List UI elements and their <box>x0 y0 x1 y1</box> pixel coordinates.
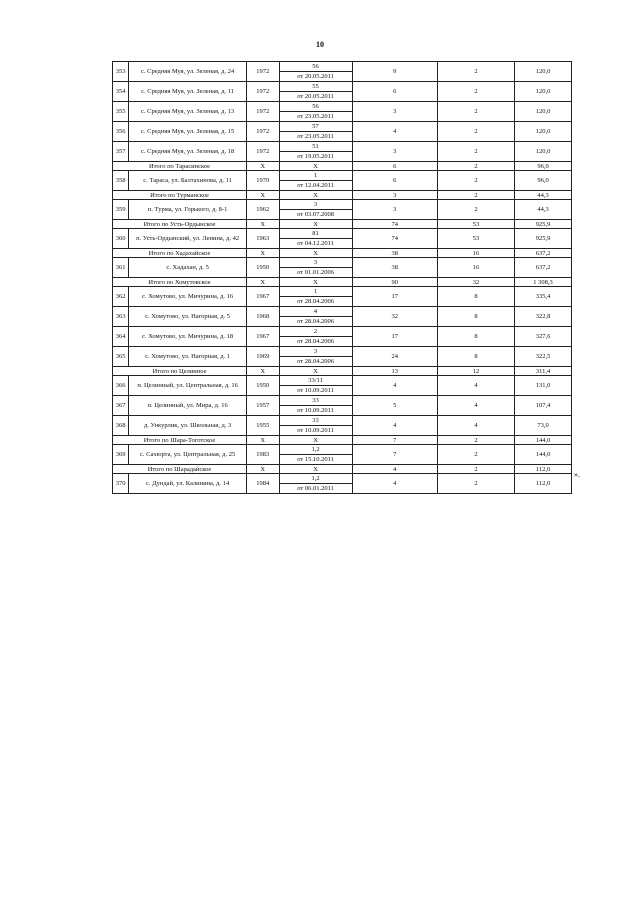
row-value-a: 6 <box>352 82 437 102</box>
subtotal-label: Итого по Хомутовское <box>113 278 247 287</box>
table-row <box>113 229 572 239</box>
registry-body <box>113 62 572 494</box>
row-area: 96,0 <box>515 171 572 191</box>
table-row <box>113 142 572 152</box>
subtotal-value-a: 38 <box>352 249 437 258</box>
row-year: 1972 <box>247 102 279 122</box>
row-number: 368 <box>113 416 129 436</box>
row-year: 1967 <box>247 327 279 347</box>
subtotal-row <box>113 278 572 287</box>
subtotal-value-b: 2 <box>437 162 514 171</box>
table-row <box>113 474 572 484</box>
page-number: 10 <box>316 40 324 49</box>
subtotal-area: 1 308,3 <box>515 278 572 287</box>
row-address: с. Средняя Муя, ул. Зеленая, д. 11 <box>129 82 247 102</box>
row-value-b: 2 <box>437 171 514 191</box>
table-row <box>113 62 572 72</box>
row-area: 120,0 <box>515 122 572 142</box>
row-area: 322,5 <box>515 347 572 367</box>
row-address: с. Средняя Муя, ул. Зеленая, д. 15 <box>129 122 247 142</box>
row-number: 356 <box>113 122 129 142</box>
subtotal-area: 311,4 <box>515 367 572 376</box>
row-value-b: 8 <box>437 287 514 307</box>
row-address: д. Ункурлик, ул. Школьная, д. 3 <box>129 416 247 436</box>
row-value-a: 17 <box>352 287 437 307</box>
table-row <box>113 445 572 455</box>
row-value-a: 6 <box>352 171 437 191</box>
row-address: с. Средняя Муя, ул. Зеленая, д. 13 <box>129 102 247 122</box>
table-row <box>113 307 572 317</box>
row-year: 1957 <box>247 396 279 416</box>
subtotal-value-a: 74 <box>352 220 437 229</box>
row-area: 73,0 <box>515 416 572 436</box>
row-address: с. Хомутово, ул. Нагорная, д. 5 <box>129 307 247 327</box>
row-document-number: 33/11 <box>279 376 352 386</box>
subtotal-label: Итого по Шара-Тоготское <box>113 436 247 445</box>
table-row <box>113 171 572 181</box>
table-row <box>113 287 572 297</box>
row-document-date: от 20.05.2011 <box>279 72 352 82</box>
row-year: 1967 <box>247 287 279 307</box>
subtotal-value-a: 6 <box>352 162 437 171</box>
subtotal-area: 44,3 <box>515 191 572 200</box>
row-area: 120,0 <box>515 62 572 82</box>
row-value-a: 4 <box>352 122 437 142</box>
row-document-date: от 23.05.2011 <box>279 132 352 142</box>
subtotal-label: Итого по Шарадайское <box>113 465 247 474</box>
row-value-a: 32 <box>352 307 437 327</box>
row-year: 1950 <box>247 376 279 396</box>
subtotal-year: Х <box>247 278 279 287</box>
subtotal-value-b: 53 <box>437 220 514 229</box>
row-area: 112,0 <box>515 474 572 494</box>
row-document-number: 81 <box>279 229 352 239</box>
subtotal-document: Х <box>279 191 352 200</box>
table-row <box>113 82 572 92</box>
row-number: 363 <box>113 307 129 327</box>
row-value-b: 2 <box>437 62 514 82</box>
subtotal-document: Х <box>279 249 352 258</box>
table-row <box>113 102 572 112</box>
row-value-b: 2 <box>437 142 514 162</box>
subtotal-row <box>113 436 572 445</box>
row-address: с. Хомутово, ул. Мичурина, д. 18 <box>129 327 247 347</box>
row-address: п. Целинный, ул. Мира, д. 16 <box>129 396 247 416</box>
row-value-b: 2 <box>437 82 514 102</box>
row-document-date: от 28.04.2006 <box>279 337 352 347</box>
row-area: 120,0 <box>515 102 572 122</box>
subtotal-value-b: 16 <box>437 249 514 258</box>
row-document-date: от 19.05.2011 <box>279 152 352 162</box>
subtotal-value-a: 90 <box>352 278 437 287</box>
row-value-a: 3 <box>352 200 437 220</box>
row-number: 358 <box>113 171 129 191</box>
subtotal-document: Х <box>279 278 352 287</box>
row-year: 1963 <box>247 229 279 249</box>
row-value-a: 74 <box>352 229 437 249</box>
row-address: п. Целинный, ул. Центральная, д. 16 <box>129 376 247 396</box>
row-document-date: от 28.04.2006 <box>279 297 352 307</box>
row-address: с. Средняя Муя, ул. Зеленая, д. 18 <box>129 142 247 162</box>
row-document-date: от 10.09.2011 <box>279 406 352 416</box>
row-value-b: 4 <box>437 376 514 396</box>
row-year: 1972 <box>247 82 279 102</box>
row-address: с. Хомутово, ул. Мичурина, д. 16 <box>129 287 247 307</box>
row-area: 925,9 <box>515 229 572 249</box>
subtotal-value-b: 2 <box>437 465 514 474</box>
row-number: 354 <box>113 82 129 102</box>
row-area: 637,2 <box>515 258 572 278</box>
row-document-number: 1,2 <box>279 445 352 455</box>
subtotal-area: 112,0 <box>515 465 572 474</box>
row-document-date: от 28.04.2006 <box>279 357 352 367</box>
row-document-number: 1 <box>279 287 352 297</box>
table-row <box>113 258 572 268</box>
row-document-number: 56 <box>279 62 352 72</box>
row-document-number: 56 <box>279 102 352 112</box>
subtotal-value-b: 2 <box>437 436 514 445</box>
table-row <box>113 347 572 357</box>
row-area: 44,3 <box>515 200 572 220</box>
row-address: с. Хомутово, ул. Нагорная, д. 1 <box>129 347 247 367</box>
subtotal-value-a: 7 <box>352 436 437 445</box>
row-document-date: от 20.05.2011 <box>279 92 352 102</box>
table-row <box>113 327 572 337</box>
row-document-date: от 23.05.2011 <box>279 112 352 122</box>
row-value-b: 2 <box>437 445 514 465</box>
subtotal-year: Х <box>247 162 279 171</box>
subtotal-year: Х <box>247 367 279 376</box>
row-year: 1968 <box>247 307 279 327</box>
row-document-date: от 10.09.2011 <box>279 386 352 396</box>
subtotal-year: Х <box>247 220 279 229</box>
row-document-number: 1,2 <box>279 474 352 484</box>
row-value-b: 2 <box>437 474 514 494</box>
table-row <box>113 200 572 210</box>
subtotal-row <box>113 162 572 171</box>
subtotal-document: Х <box>279 367 352 376</box>
row-address: с. Сахюрта, ул. Центральная, д. 25 <box>129 445 247 465</box>
row-value-a: 5 <box>352 396 437 416</box>
row-value-b: 16 <box>437 258 514 278</box>
row-year: 1972 <box>247 62 279 82</box>
row-area: 120,0 <box>515 142 572 162</box>
subtotal-value-a: 13 <box>352 367 437 376</box>
subtotal-row <box>113 220 572 229</box>
row-number: 359 <box>113 200 129 220</box>
row-number: 364 <box>113 327 129 347</box>
subtotal-document: Х <box>279 436 352 445</box>
subtotal-label: Итого по Турманское <box>113 191 247 200</box>
row-value-a: 3 <box>352 102 437 122</box>
subtotal-year: Х <box>247 465 279 474</box>
row-year: 1969 <box>247 347 279 367</box>
row-number: 367 <box>113 396 129 416</box>
subtotal-area: 96,0 <box>515 162 572 171</box>
row-area: 335,4 <box>515 287 572 307</box>
row-year: 1962 <box>247 200 279 220</box>
row-number: 361 <box>113 258 129 278</box>
subtotal-row <box>113 249 572 258</box>
row-value-a: 38 <box>352 258 437 278</box>
subtotal-row <box>113 191 572 200</box>
row-number: 369 <box>113 445 129 465</box>
row-value-b: 4 <box>437 416 514 436</box>
row-value-b: 8 <box>437 347 514 367</box>
row-year: 1972 <box>247 142 279 162</box>
subtotal-label: Итого по Целинное <box>113 367 247 376</box>
row-value-b: 8 <box>437 327 514 347</box>
row-number: 355 <box>113 102 129 122</box>
row-year: 1970 <box>247 171 279 191</box>
subtotal-value-b: 12 <box>437 367 514 376</box>
row-address: п. Турма, ул. Горького, д. 8-1 <box>129 200 247 220</box>
row-number: 366 <box>113 376 129 396</box>
housing-registry-table <box>112 61 572 494</box>
row-area: 322,8 <box>515 307 572 327</box>
subtotal-document: Х <box>279 465 352 474</box>
row-document-number: 33 <box>279 396 352 406</box>
row-document-number: 57 <box>279 122 352 132</box>
row-document-date: от 04.12.2011 <box>279 239 352 249</box>
table-row <box>113 396 572 406</box>
row-value-a: 24 <box>352 347 437 367</box>
row-value-a: 17 <box>352 327 437 347</box>
row-value-b: 2 <box>437 102 514 122</box>
row-value-a: 7 <box>352 445 437 465</box>
row-document-number: 1 <box>279 171 352 181</box>
row-document-date: от 10.09.2011 <box>279 426 352 436</box>
row-area: 327,6 <box>515 327 572 347</box>
row-value-a: 4 <box>352 376 437 396</box>
row-address: с. Дундай, ул. Калинина, д. 14 <box>129 474 247 494</box>
row-number: 357 <box>113 142 129 162</box>
subtotal-label: Итого по Хадахайское <box>113 249 247 258</box>
row-address: п. Усть-Ордынский, ул. Ленина, д. 42 <box>129 229 247 249</box>
subtotal-value-a: 4 <box>352 465 437 474</box>
row-year: 1972 <box>247 122 279 142</box>
subtotal-row <box>113 465 572 474</box>
subtotal-label: Итого по Усть-Ордынское <box>113 220 247 229</box>
subtotal-value-b: 32 <box>437 278 514 287</box>
row-document-date: от 15.10.2011 <box>279 455 352 465</box>
row-value-a: 4 <box>352 416 437 436</box>
subtotal-document: Х <box>279 220 352 229</box>
row-area: 120,0 <box>515 82 572 102</box>
row-document-date: от 03.07.2008 <box>279 210 352 220</box>
row-document-date: от 06.01.2011 <box>279 484 352 494</box>
closing-quote-mark: ». <box>574 470 580 479</box>
subtotal-area: 144,0 <box>515 436 572 445</box>
table-row <box>113 416 572 426</box>
subtotal-year: Х <box>247 249 279 258</box>
subtotal-value-b: 2 <box>437 191 514 200</box>
row-number: 365 <box>113 347 129 367</box>
row-document-date: от 01.01.2006 <box>279 268 352 278</box>
row-value-b: 53 <box>437 229 514 249</box>
subtotal-year: Х <box>247 191 279 200</box>
row-number: 370 <box>113 474 129 494</box>
subtotal-row <box>113 367 572 376</box>
row-value-a: 9 <box>352 62 437 82</box>
row-address: с. Средняя Муя, ул. Зеленая, д. 24 <box>129 62 247 82</box>
row-document-number: 4 <box>279 307 352 317</box>
row-document-number: 51 <box>279 142 352 152</box>
row-value-b: 4 <box>437 396 514 416</box>
row-area: 144,0 <box>515 445 572 465</box>
subtotal-year: Х <box>247 436 279 445</box>
row-value-a: 4 <box>352 474 437 494</box>
row-year: 1955 <box>247 416 279 436</box>
row-document-number: 3 <box>279 258 352 268</box>
row-area: 107,4 <box>515 396 572 416</box>
row-value-a: 3 <box>352 142 437 162</box>
row-document-number: 55 <box>279 82 352 92</box>
row-document-number: 3 <box>279 347 352 357</box>
subtotal-document: Х <box>279 162 352 171</box>
row-number: 360 <box>113 229 129 249</box>
row-area: 131,0 <box>515 376 572 396</box>
subtotal-value-a: 3 <box>352 191 437 200</box>
subtotal-label: Итого по Тарасинское <box>113 162 247 171</box>
row-document-number: 3 <box>279 200 352 210</box>
row-document-number: 2 <box>279 327 352 337</box>
table-row <box>113 122 572 132</box>
row-document-date: от 28.04.2006 <box>279 317 352 327</box>
row-number: 362 <box>113 287 129 307</box>
table-row <box>113 376 572 386</box>
row-year: 1984 <box>247 474 279 494</box>
subtotal-area: 637,2 <box>515 249 572 258</box>
row-value-b: 2 <box>437 200 514 220</box>
row-year: 1950 <box>247 258 279 278</box>
row-document-date: от 12.04.2011 <box>279 181 352 191</box>
row-year: 1983 <box>247 445 279 465</box>
row-document-number: 33 <box>279 416 352 426</box>
row-value-b: 2 <box>437 122 514 142</box>
row-address: с. Тараса, ул. Балтахинова, д. 11 <box>129 171 247 191</box>
row-value-b: 8 <box>437 307 514 327</box>
row-number: 353 <box>113 62 129 82</box>
row-address: с. Хадахан, д. 5 <box>129 258 247 278</box>
subtotal-area: 925,9 <box>515 220 572 229</box>
